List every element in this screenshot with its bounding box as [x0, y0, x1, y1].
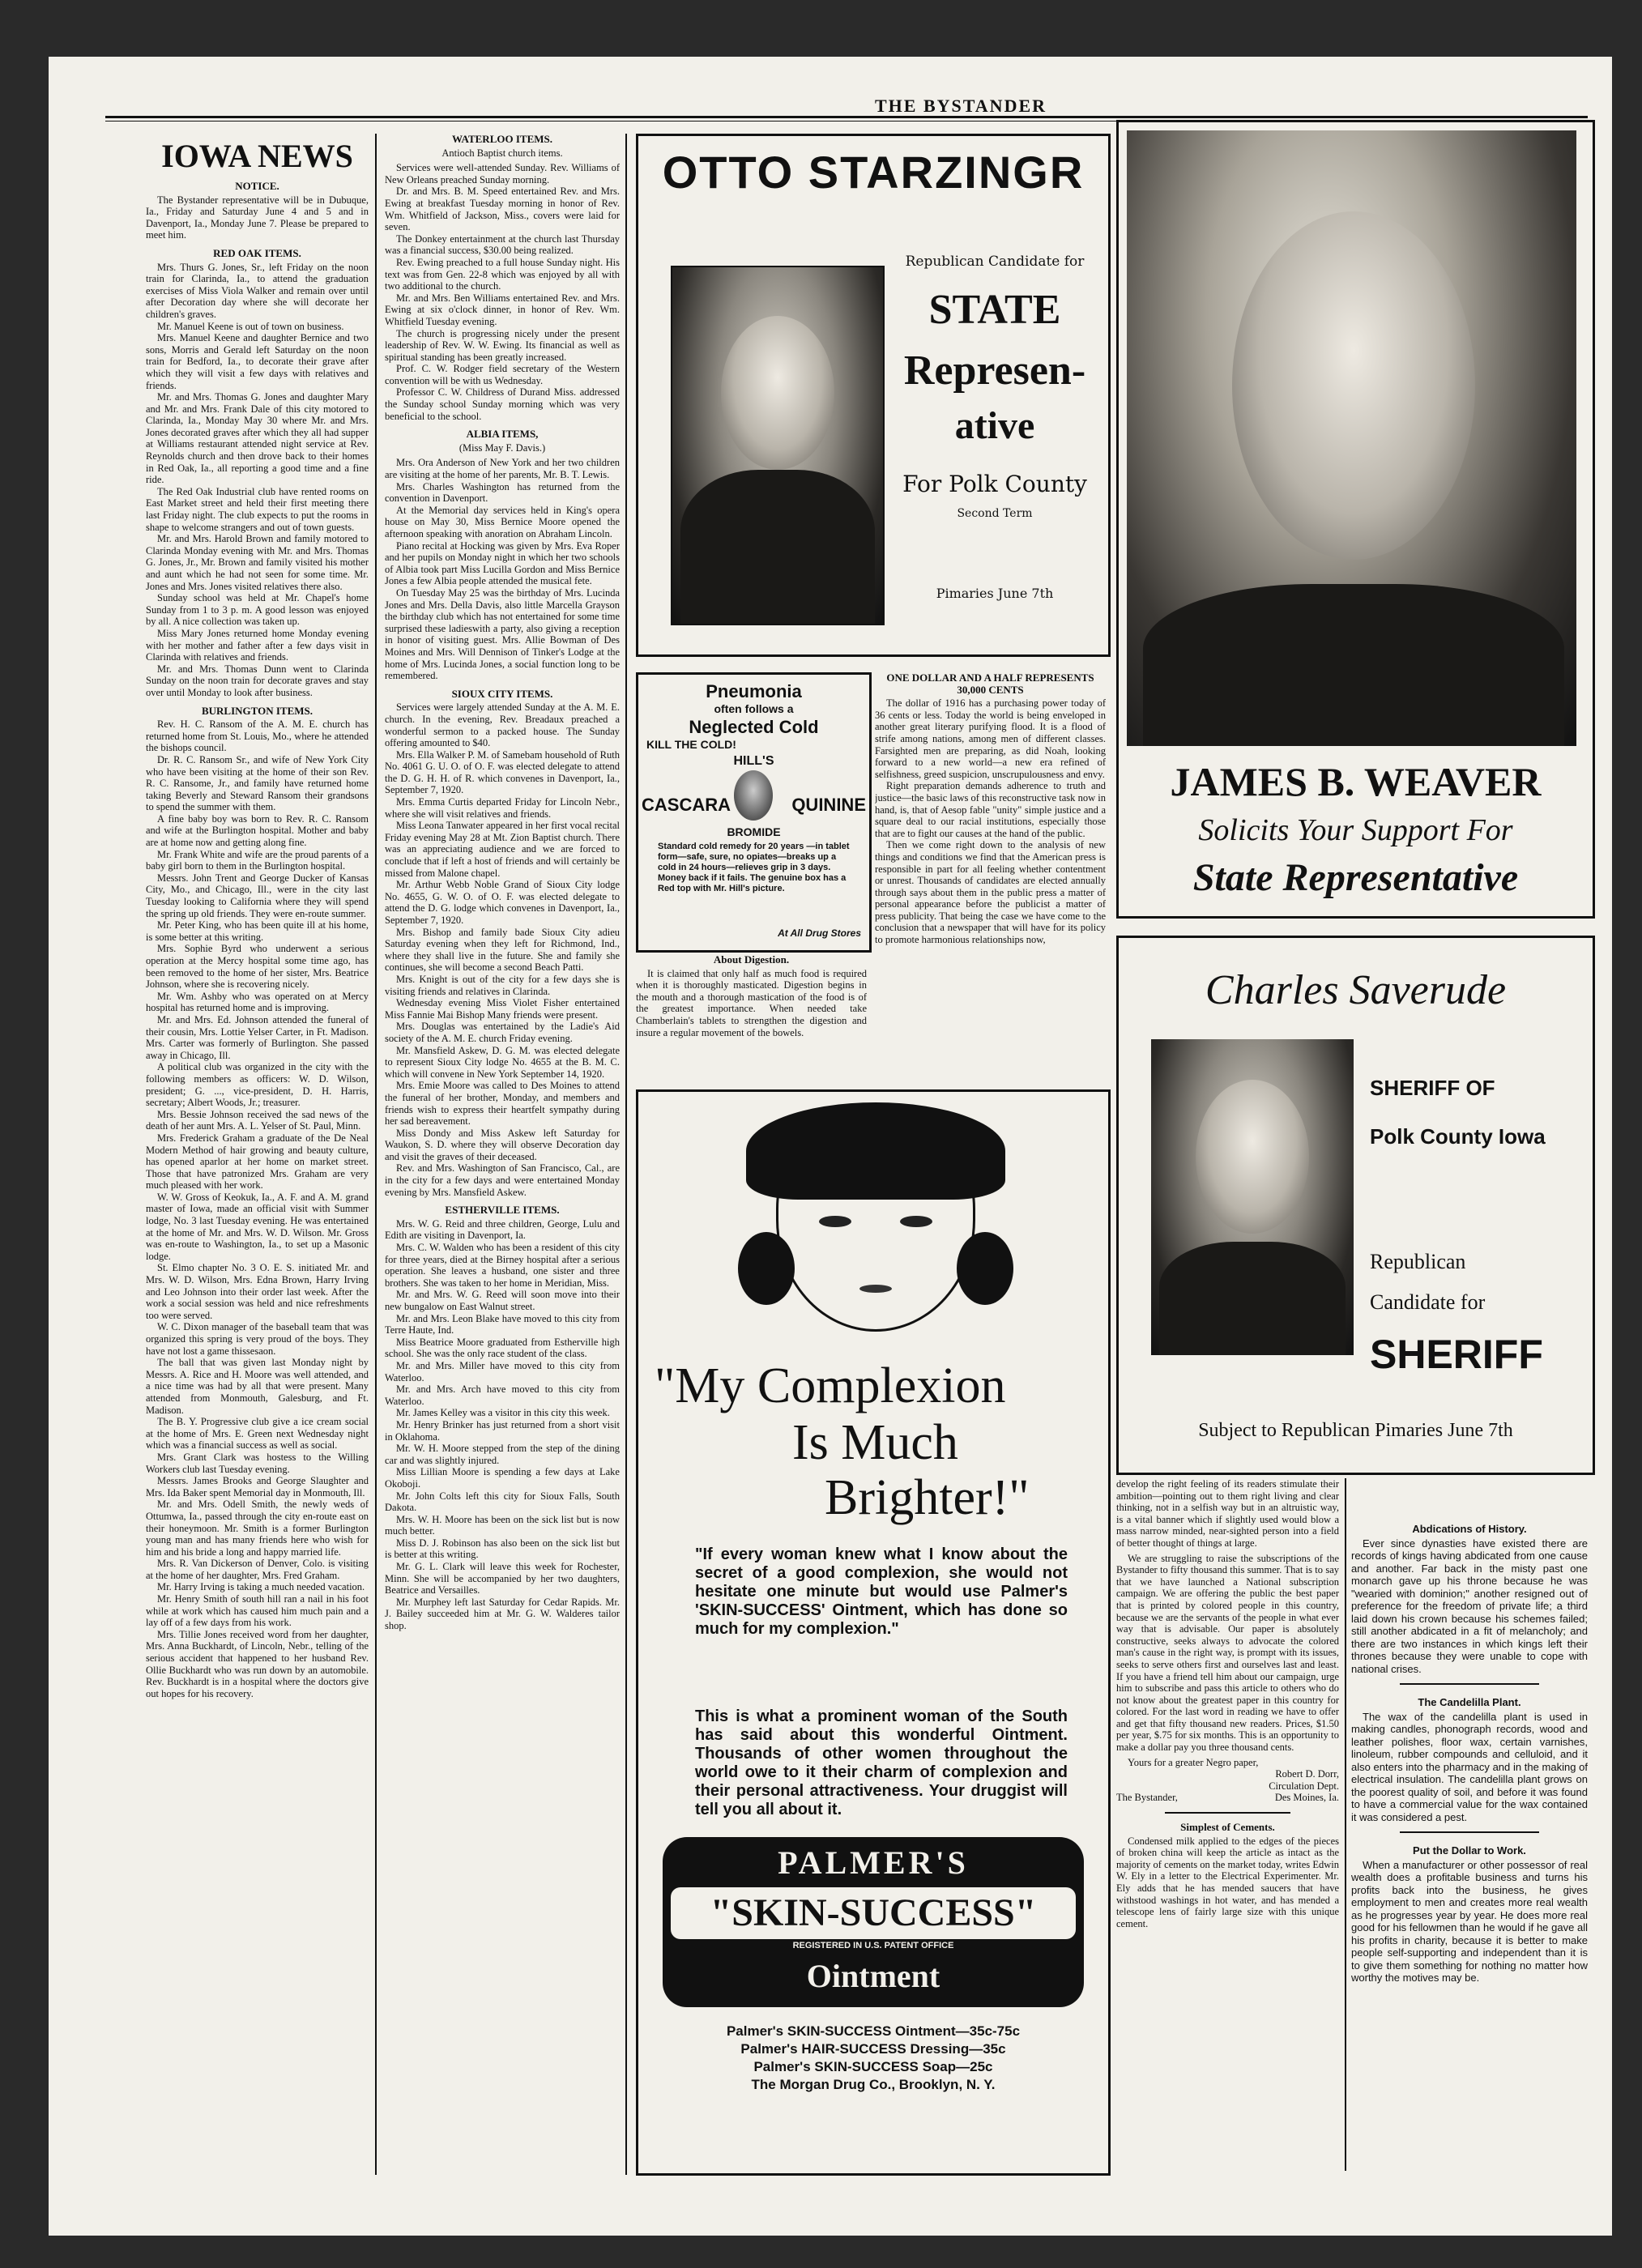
cascara-body: Standard cold remedy for 20 years —in tablet form—safe, sure, no opiates—breaks up a cold in 24 hours—relieves grip in 3 days. Money back if it fails. The genuine box has a Red top with Mr. Hill's picture.: [658, 842, 850, 893]
saverude-line1: SHERIFF OF: [1370, 1076, 1495, 1100]
news-item: Miss D. J. Robinson has also been on the sick list but is better at this writing.: [385, 1537, 620, 1561]
news-item: Rev. and Mrs. Washington of San Francisco, Cal., are in the city for a few days and were entertained Monday evening by Mrs. Mansfield Askew.: [385, 1162, 620, 1198]
column-rule: [625, 134, 627, 2175]
news-item: Mr. Peter King, who has been quite ill at his home, is some better at this writing.: [146, 919, 369, 943]
news-item: Mr. W. H. Moore stepped from the step of the dining car and was slightly injured.: [385, 1443, 620, 1466]
news-item: Right preparation demands adherence to truth and justice—the basic laws of this reconstructive task now in hand, is, that of Aesop fable "unity" simple justice and a square deal to our racial institutions, especially those that are to fight our causes at the hand of the public.: [875, 780, 1106, 839]
palmer-price1: Palmer's SKIN-SUCCESS Ointment—35c-75c: [726, 2023, 1021, 2039]
starzinger-line6: Second Term: [957, 507, 1033, 520]
news-item: Mr. and Mrs. Odell Smith, the newly weds of Ottumwa, Ia., passed through the city en-route east on their honeymoon. Mr. Smith is a former Burlington young man and has many friends here who wish for him and his bride a long and happy married life.: [146, 1498, 369, 1558]
cascara-name-left: CASCARA: [642, 795, 731, 815]
weaver-photo: [1127, 130, 1576, 746]
news-item: Professor C. W. Childress of Durand Miss. addressed the Sunday school Sunday morning which was very beneficial to the school.: [385, 386, 620, 422]
city-items-column: [385, 134, 620, 2175]
palmer-brand: PALMER'S: [778, 1844, 969, 1881]
saverude-line5: SHERIFF: [1370, 1332, 1543, 1377]
starzinger-line1: Republican Candidate for: [905, 254, 1085, 270]
notice-heading: NOTICE.: [235, 180, 279, 192]
news-item: Mr. Henry Brinker has just returned from a short visit in Oklahoma.: [385, 1418, 620, 1443]
news-item: Mrs. Ora Anderson of New York and her two children are visiting at the home of her parents, Mr. B. T. Lewis.: [385, 457, 620, 481]
news-item: Messrs. James Brooks and George Slaughter and Mrs. Ida Baker spent Memorial day in Monmouth, Ill.: [146, 1475, 369, 1498]
cascara-top1: Pneumonia: [706, 681, 802, 701]
news-item: Mr. Frank White and wife are the proud parents of a baby girl born to them in the Burlington hospital.: [146, 848, 369, 872]
news-item: Miss Dondy and Miss Askew left Saturday for Waukon, S. D. where they will observe Decoration day and visit the graves of their deceased.: [385, 1127, 620, 1162]
hill-portrait-icon: [734, 770, 773, 821]
subscription-sign-5: Des Moines, Ia.: [1274, 1792, 1339, 1804]
albia-subheading: (Miss May F. Davis.): [458, 441, 546, 454]
palmer-quote: "If every woman knew what I know about the secret of a good complexion, she would not hesitate one minute but would use Palmer's 'SKIN-SUCCESS' Ointment, which has done so much for my complexion.": [695, 1545, 1068, 1638]
news-item: Sunday school was held at Mr. Chapel's home Sunday from 1 to 3 p. m. A good lesson was enjoyed by all. A nice collection was taken up.: [146, 592, 369, 628]
palmer-product: "SKIN-SUCCESS": [671, 1887, 1076, 1939]
divider: [1400, 1831, 1539, 1833]
news-item: Mrs. C. W. Walden who has been a resident of this city for three years, died at the Birney hospital after a serious operation. She leaves a husband, one sister and three brothers. She was taken to her home in Meridian, Miss.: [385, 1242, 620, 1289]
news-item: Mr. Mansfield Askew, D. G. M. was elected delegate to represent Sioux City lodge No. 4655 at the B. M. C. which will convene in New York September 14, 1920.: [385, 1044, 620, 1080]
news-item: The Red Oak Industrial club have rented rooms on East Market street and held their first meeting there last Friday night. The club expects to put the rooms in shape to welcome strangers and out of town guests.: [146, 485, 369, 533]
news-item: Mr. Arthur Webb Noble Grand of Sioux City lodge No. 4655, G. W. O. of O. F. was elected delegate to attend the D. G. lodge which convenes in Davenport, Ia., September 7, 1920.: [385, 879, 620, 926]
news-item: Piano recital at Hocking was given by Mrs. Eva Roper and her pupils on Monday night in which her two schools of Albia took part Miss Lucilla Gordon and Miss Bernice Jones a few Albia people attended the musical fete.: [385, 539, 620, 587]
palmer-headline2: Is Much: [792, 1415, 958, 1470]
estherville-items: [385, 1218, 620, 1632]
cascara-quinine-ad: [636, 672, 872, 953]
palmer-registered: REGISTERED IN U.S. PATENT OFFICE: [792, 1941, 954, 1950]
news-item: Mrs. R. Van Dickerson of Denver, Colo. is visiting at the home of her daughter, Mrs. Fred Graham.: [146, 1558, 369, 1581]
starzinger-ad: [636, 134, 1111, 657]
saverude-photo: [1151, 1039, 1354, 1355]
news-item: On Tuesday May 25 was the birthday of Mrs. Lucinda Jones and Mrs. Della Davis, also little Marcella Grayson the birthday club which has not entertained for some time surprised these ladieswith a party, also giving a reception in honor of visiting guest. Mrs. Allie Bowman of Des Moines and Mrs. Will Dennison of Tinker's Lodge at the home of Mrs. Lucinda Jones, a social function long to be remembered.: [385, 586, 620, 682]
news-item: Mrs. Emie Moore was called to Des Moines to attend the funeral of her brother, Monday, and members and friends wish to express their heartfelt sympathy during her sad bereavement.: [385, 1080, 620, 1128]
news-item: Mrs. Ella Walker P. M. of Samebam household of Ruth No. 4061 G. U. O. of O. F. was elected delegate to attend the D. G. H. H. of R. which convenes in Davenport, Ia., September 7, 1920.: [385, 748, 620, 796]
saverude-name: Charles Saverude: [1205, 967, 1507, 1013]
news-item: The church is progressing nicely under the present leadership of Rev. W. W. Ewing. Its financial as well as spiritual standing has been greatly increased.: [385, 327, 620, 363]
dollar-article: [875, 672, 1106, 1077]
starzinger-name: OTTO STARZINGR: [662, 147, 1085, 198]
cascara-top3: Neglected Cold: [689, 717, 819, 737]
news-item: Mr. and Mrs. W. G. Reed will soon move into their new bungalow on East Walnut street.: [385, 1289, 620, 1312]
news-item: The Donkey entertainment at the church last Thursday was a financial success, $30.00 being realized.: [385, 232, 620, 257]
news-item: Mrs. Thurs G. Jones, Sr., left Friday on the noon train for Clarinda, Ia., to attend the graduation exercises of Miss Viola Walker and remain over until after Decoration day where she will decorate her children's graves.: [146, 261, 369, 320]
news-item: Mrs. W. G. Reid and three children, George, Lulu and Edith are visiting in Davenport, Ia.: [385, 1217, 620, 1242]
news-item: Rev. H. C. Ransom of the A. M. E. church has returned home from St. Louis, Mo., where he attended the bishops council.: [146, 718, 369, 754]
news-item: Mr. G. L. Clark will leave this week for Rochester, Minn. She will be accompanied by her two daughters, Beatrice and Versailles.: [385, 1561, 620, 1597]
news-item: Mrs. Charles Washington has returned from the convention in Davenport.: [385, 480, 620, 505]
saverude-ad: [1116, 936, 1595, 1475]
albia-items: [385, 457, 620, 681]
burlington-items: [146, 718, 369, 1699]
red-oak-heading: RED OAK ITEMS.: [213, 246, 301, 259]
waterloo-items: [385, 162, 620, 422]
subscription-column: [1116, 1478, 1339, 2171]
news-item: The B. Y. Progressive club give a ice cream social at the home of Mrs. E. Green next Wednesday night which was a financial success as well as social.: [146, 1416, 369, 1452]
news-item: Mr. Manuel Keene is out of town on business.: [157, 320, 344, 332]
saverude-line2: Polk County Iowa: [1370, 1124, 1546, 1149]
news-item: A fine baby boy was born to Rev. R. C. Ransom and wife at the Burlington hospital. Mother and baby are at home now and getting along fine.: [146, 812, 369, 849]
palmer-price2: Palmer's HAIR-SUCCESS Dressing—35c: [740, 2041, 1006, 2057]
news-item: Mr. and Mrs. Harold Brown and family motored to Clarinda Monday evening with Mr. and Mrs. Thomas G. Jones, Jr., Mr. Brown and family visited his mother and aunt which he had not seen for some time. Mr. Jones and Mrs. Jones visited relatives there also.: [146, 533, 369, 592]
news-item: Mr. and Mrs. Ben Williams entertained Rev. and Mrs. Ewing at six o'clock dinner, in honor of Rev. Wm. Whitfield Tuesday evening.: [385, 292, 620, 327]
masthead: THE BYSTANDER: [875, 96, 1047, 116]
put-dollar-text: When a manufacturer or other possessor of real wealth does a profitable business and turns his profits back into the business, he gives employment to men and creates more real wealth as he progresses year by year. He does more real good for his fellowmen than he would if he gave all his profits in charity, because it is better to make people self-supporting and independent than it is to give them something for nothing no matter how worthy the motives may be.: [1351, 1858, 1588, 1984]
news-item: Miss Mary Jones returned home Monday evening with her mother and father after a few days visit in Clarinda with relatives and friends.: [146, 627, 369, 663]
news-item: Mr. James Kelley was a visitor in this city this week.: [396, 1407, 610, 1419]
news-item: Miss Lillian Moore is spending a few days at Lake Okoboji.: [385, 1466, 620, 1490]
palmer-company: The Morgan Drug Co., Brooklyn, N. Y.: [751, 2077, 996, 2092]
palmer-body: This is what a prominent woman of the South has said about this wonderful Ointment. Thousands of other women throughout the world owe to it their charm of complexion and their personal attractiveness. Your druggist will tell you all about it.: [695, 1707, 1068, 1818]
news-item: Mr. Henry Smith of south hill ran a nail in his foot while at work which has caused him much pain and a lay off of a few days from his work.: [146, 1593, 369, 1629]
news-item: At the Memorial day services held in King's opera house on May 30, Miss Bernice Moore opened the afternoon speaking with anoration on Abraham Lincoln.: [385, 504, 620, 539]
news-item: Mrs. W. H. Moore has been on the sick list but is now much better.: [385, 1513, 620, 1537]
news-item: Services were well-attended Sunday. Rev. Williams of New Orleans preached Sunday morning.: [385, 162, 620, 185]
sioux-city-heading: SIOUX CITY ITEMS.: [451, 687, 553, 700]
column-rule: [375, 134, 377, 2175]
news-item: Rev. Ewing preached to a full house Sunday night. His text was from Gen. 22-8 which was enjoyed by all with two additional to the church.: [385, 256, 620, 292]
subscription-text-2: We are struggling to raise the subscriptions of the Bystander to fifty thousand this summer. That is to say that we have launched a National subscription campaign. We are offering the public the best paper that is printed by colored people in this country, because we are the servants of the people in what ever way that is advisable. Our paper is absolutely constructive, seeks always to advocate the colored man's cause in the right way, is prompt with its issues, seeks to serve others first and ourselves last and least. If you have a friend tell him about our campaign, urge him to subscribe and pass this article to others who do not know about the greatest paper in this country for colored. For the last word in reading we have to offer and get that fifty thousand new readers. Prices, $1.50 per year, $.75 for six months. This is an opportunity to make a dollar pay you three thousand cents.: [1116, 1552, 1339, 1754]
palmer-headline1: "My Complexion: [655, 1358, 1006, 1413]
news-item: Dr. R. C. Ransom Sr., and wife of New York City who have been visiting at the home of their son Rev. R. C. Ransome, Jr., and family have returned home taking Beverly and Steward Ransom their grandsons to spend the summer with them.: [146, 753, 369, 813]
cascara-top2: often follows a: [714, 702, 794, 715]
news-item: The dollar of 1916 has a purchasing power today of 36 cents or less. Today the world is being enveloped in another great literary purifying flood. It is a flood of strife among nations, among men of different classes. Farsighted men are preparing, as did Noah, looking forward to a new world—a new era refined of selfishness, greed suspicion, unscrupulousness and envy.: [875, 697, 1106, 780]
palmer-headline3: Brighter!": [825, 1470, 1030, 1525]
palmer-price3: Palmer's SKIN-SUCCESS Soap—25c: [753, 2059, 993, 2074]
cascara-hills: HILL'S: [733, 754, 774, 768]
subscription-sign-1: Yours for a greater Negro paper,: [1128, 1756, 1259, 1768]
starzinger-line3: Represen-: [903, 347, 1086, 394]
waterloo-heading: WATERLOO ITEMS.: [451, 134, 552, 145]
starzinger-line4: ative: [954, 404, 1035, 447]
divider: [1165, 1812, 1290, 1814]
estherville-heading: ESTHERVILLE ITEMS.: [445, 1204, 560, 1217]
cascara-name-right: QUININE: [791, 795, 866, 815]
digestion-article: [636, 954, 867, 1076]
news-item: Messrs. John Trent and George Ducker of Kansas City, Mo., and Chicago, Ill., were in the city last Tuesday looking to California where they will spend the spring up old friends. They were en-route summer.: [146, 872, 369, 919]
digestion-heading: About Digestion.: [713, 954, 790, 966]
weaver-name: JAMES B. WEAVER: [1170, 759, 1542, 804]
news-item: Mrs. Grant Clark was hostess to the Willing Workers club last Tuesday evening.: [146, 1451, 369, 1475]
starzinger-photo: [671, 266, 885, 625]
news-item: W. C. Dixon manager of the baseball team that was organized this spring is very proud of the boys. They have not lost a game thissesaon.: [146, 1321, 369, 1357]
burlington-heading: BURLINGTON ITEMS.: [201, 704, 313, 717]
weaver-ad: [1116, 120, 1595, 919]
news-item: Mr. and Mrs. Leon Blake have moved to this city from Terre Haute, Ind.: [385, 1312, 620, 1336]
cement-heading: Simplest of Cements.: [1180, 1821, 1275, 1834]
news-item: Mrs. Bessie Johnson received the sad news of the death of her aunt Mrs. A. L. Yelser of St. Paul, Minn.: [146, 1108, 369, 1132]
news-item: Mr. and Mrs. Thomas Dunn went to Clarinda Sunday on the noon train for decorate graves and stay over until Monday to look after business.: [146, 663, 369, 698]
news-item: Mr. and Mrs. Ed. Johnson attended the funeral of their cousin, Mrs. Lottie Yelser Carter, in Ft. Madison. Mrs. Carter was formerly of Burlington. She passed away in Chicago, Ill.: [146, 1013, 369, 1061]
woman-portrait-illustration: [776, 1108, 975, 1332]
news-item: Mrs. Emma Curtis departed Friday for Lincoln Nebr., where she will visit relatives and friends.: [385, 796, 620, 820]
news-item: Miss Beatrice Moore graduated from Estherville high school. She was the only race student of the class.: [385, 1336, 620, 1360]
abdications-text: Ever since dynasties have existed there are records of kings having abdicated from one cause and another. Far back in the misty past one monarch gave up his throne because he was "wearied with dominion;" another resigned out of preference for the freedom of private life; a third laid down his crown because his schemes failed; still another abdicated in a fit of melancholy; and there are two instances in which kings left their thrones because they were unable to cope with national crises.: [1351, 1537, 1588, 1675]
saverude-line3: Republican: [1370, 1250, 1466, 1273]
news-item: Prof. C. W. Rodger field secretary of the Western convention will be with us Wednesday.: [385, 363, 620, 386]
palmer-logo-panel: [663, 1837, 1084, 2007]
starzinger-line2: STATE: [928, 287, 1061, 333]
cascara-bromide: BROMIDE: [727, 825, 781, 838]
iowa-news-title: IOWA NEWS: [161, 138, 353, 174]
news-item: Mr. Murphey left last Saturday for Cedar Rapids. Mr. J. Bailey succeeded him at Mr. G. W. Walderes tailor shop.: [385, 1596, 620, 1632]
masthead-rule: [105, 116, 1588, 118]
palmer-ointment: Ointment: [806, 1958, 940, 1994]
news-item: Then we come right down to the analysis of new things and conditions we find that the American press is responsible in part for all feeling whether contentment or unrest. Thousands of candidates are elected annually through says about them in the public press a matter of personal appearance before the publicist a matter of press publicity. That being the case we have come to the conclusion that a newspaper that will have for its policy to promote harmonious relationships now,: [875, 839, 1106, 946]
digestion-text: It is claimed that only half as much food is required when it is thoroughly masticated. Digestion begins in the mouth and a thorough mastication of the food is of the greatest importance. When needed take Chamberlain's tablets to strengthen the digestion and insure a regular movement of the bowels.: [636, 967, 867, 1038]
subscription-sign-3: Circulation Dept.: [1269, 1780, 1339, 1792]
news-item: Mrs. Frederick Graham a graduate of the De Neal Modern Method of hair growing and beauty culture, has opened aparlor at her home on market street. Those that have patronized Mrs. Graham are very much pleased with her work.: [146, 1132, 369, 1192]
saverude-line6: Subject to Republican Pimaries June 7th: [1198, 1420, 1513, 1441]
subscription-text-1: develop the right feeling of its readers stimulate their ambition—pointing out to them right living and clear thinking, not in a selfish way but in an altruistic way, is a vital banner which if slightly used would blow a mass narrow minded, near-sighted person into a field of better thought of things at large.: [1116, 1478, 1339, 1549]
divider: [1400, 1683, 1539, 1685]
red-oak-items: [146, 262, 369, 699]
news-item: Mr. John Colts left this city for Sioux Falls, South Dakota.: [385, 1490, 620, 1514]
news-item: Miss Leona Tanwater appeared in her first vocal recital Friday evening May 28 at Mt. Zion Baptist church. There was an appreciating audience and we are forced to conclude that if left a host of friends and will certainly be missed from Malone chapel.: [385, 820, 620, 879]
news-item: St. Elmo chapter No. 3 O. E. S. initiated Mr. and Mrs. W. D. Wilson, Mrs. Edna Brown, Harry Irving and Leo Johnson into their order last week. After the work a social session was held and nice refreshments too were served.: [146, 1262, 369, 1321]
news-item: Mr. and Mrs. Arch have moved to this city from Waterloo.: [385, 1383, 620, 1407]
sioux-city-items: [385, 701, 620, 1198]
cascara-top4: KILL THE COLD!: [646, 738, 736, 751]
column-rule: [1345, 1478, 1346, 2171]
news-item: Wednesday evening Miss Violet Fisher entertained Miss Fannie Mai Bishop Many friends were present.: [385, 997, 620, 1021]
news-item: The ball that was given last Monday night by Messrs. A. Rice and H. Moore was well attended, and a nice time was had by all that were present. Many attended from Monmouth, Galesburg, and Ft. Madison.: [146, 1357, 369, 1416]
palmers-skin-success-ad: [636, 1089, 1111, 2176]
news-item: Mr. Wm. Ashby who was operated on at Mercy hospital has returned home and is improving.: [146, 990, 369, 1014]
news-item: Mrs. Douglas was entertained by the Ladie's Aid society of the A. M. E. church Friday evening.: [385, 1021, 620, 1044]
short-articles-column: [1351, 1478, 1588, 2171]
cement-text: Condensed milk applied to the edges of the pieces of broken china will keep the article as intact as the majority of cements on the market today, writes Edwin W. Ely in a letter to the Electrical Experimenter. Mr. Ely adds that he has mended saucers that have withstood washings in hot water, and has mended a telescope lens of fairly large size with this unique cement.: [1116, 1835, 1339, 1929]
put-dollar-heading: Put the Dollar to Work.: [1413, 1844, 1526, 1857]
news-item: Mrs. Sophie Byrd who underwent a serious operation at the Mercy hospital some time ago, has been removed to the home of her sister, Mrs. Beatrice Johnson, where she is recovering nicely.: [146, 943, 369, 991]
cascara-stores: At All Drug Stores: [778, 927, 861, 939]
albia-heading: ALBIA ITEMS,: [466, 428, 539, 441]
weaver-line1: Solicits Your Support For: [1198, 813, 1513, 847]
news-item: W. W. Gross of Keokuk, Ia., A. F. and A. M. grand master of Iowa, made an official visit with Summer lodge, No. 3 last Tuesday evening. He was entertained at the home of Mr. and Mrs. W. D. Wilson. Mr. Gross was en-route to Washington, Ia., to set up a Masonic lodge.: [146, 1191, 369, 1262]
news-item: Mr. Harry Irving is taking a much needed vacation.: [157, 1581, 365, 1593]
news-item: Services were largely attended Sunday at the A. M. E. church. In the evening, Rev. Breadaux preached a wonderful sermon to a packed house. The Sunday offering amounted to $40.: [385, 701, 620, 749]
subscription-sign-row: [1116, 1792, 1339, 1804]
candelilla-heading: The Candelilla Plant.: [1418, 1696, 1521, 1708]
weaver-line2: State Representative: [1192, 856, 1519, 899]
starzinger-line5: For Polk County: [902, 471, 1087, 497]
subscription-sign-2: Robert D. Dorr,: [1275, 1768, 1339, 1780]
notice-text: The Bystander representative will be in Dubuque, Ia., Friday and Saturday June 4 and 5 and in Davenport, Ia., Monday June 7. Please be prepared to meet him.: [146, 194, 369, 241]
news-item: Mr. and Mrs. Thomas G. Jones and daughter Mary and Mr. and Mrs. Frank Dale of this city motored to Clarinda, Ia., Monday May 30 where Mr. and Mrs. Jones decorated graves after which they all had supper at Williams restaurant attended night service at Rev. Reynolds church and then drove back to their homes in Red Oak, Ia., all reporting a good time and a fine ride.: [146, 391, 369, 486]
news-item: Mrs. Knight is out of the city for a few days she is visiting friends and relatives in Clarinda.: [385, 973, 620, 997]
dollar-paragraphs: [875, 697, 1106, 945]
candelilla-text: The wax of the candelilla plant is used in making candles, phonograph records, wood and leather polishes, floor wax, certain varnishes, linoleum, rubber compounds and celluloid, and it also enters into the pharmacy and in the making of electrical insulation. The candelilla plant grows on the poorest quality of soil, and before it was found to have a commercial value for the wax contained it was considered a pest.: [1351, 1710, 1588, 1823]
news-item: A political club was organized in the city with the following members as officers: W. D. Wilson, president; G. ..., vice-president, D. H. Harris, secretary; Albert Woods, Jr.; treasurer.: [146, 1061, 369, 1109]
news-item: Dr. and Mrs. B. M. Speed entertained Rev. and Mrs. Ewing at breakfast Tuesday morning in honor of Rev. Wm. Whitfield of Jackson, Miss., covers were laid for seven.: [385, 185, 620, 233]
news-item: Mr. and Mrs. Miller have moved to this city from Waterloo.: [385, 1359, 620, 1383]
news-item: Mrs. Bishop and family bade Sioux City adieu Saturday evening when they left for Richmond, Ind., where they shall live in the future. She and family she continues, she will become a second Beach Patti.: [385, 926, 620, 974]
news-item: Mrs. Tillie Jones received word from her daughter, Mrs. Anna Buckhardt, of Lincoln, Nebr., telling of the serious accident that happened to her husband Rev. Ollie Buckhardt who was run down by an automobile. Rev. Buckhardt is in a hospital where the doctors give out hopes for his recovery.: [146, 1628, 369, 1699]
waterloo-subheading: Antioch Baptist church items.: [441, 147, 563, 159]
subscription-sign-4: The Bystander,: [1116, 1792, 1178, 1804]
iowa-news-column: [146, 134, 369, 2175]
starzinger-line7: Pimaries June 7th: [936, 586, 1054, 601]
dollar-heading: ONE DOLLAR AND A HALF REPRESENTS 30,000 CENTS: [886, 672, 1094, 696]
news-item: Mrs. Manuel Keene and daughter Bernice and two sons, Morris and Gerald left Saturday on the noon train for Bedford, Ia., to decorate their grave after which they will visit a few days with relatives and friends.: [146, 332, 369, 391]
saverude-line4: Candidate for: [1370, 1290, 1486, 1314]
abdications-heading: Abdications of History.: [1412, 1523, 1527, 1535]
